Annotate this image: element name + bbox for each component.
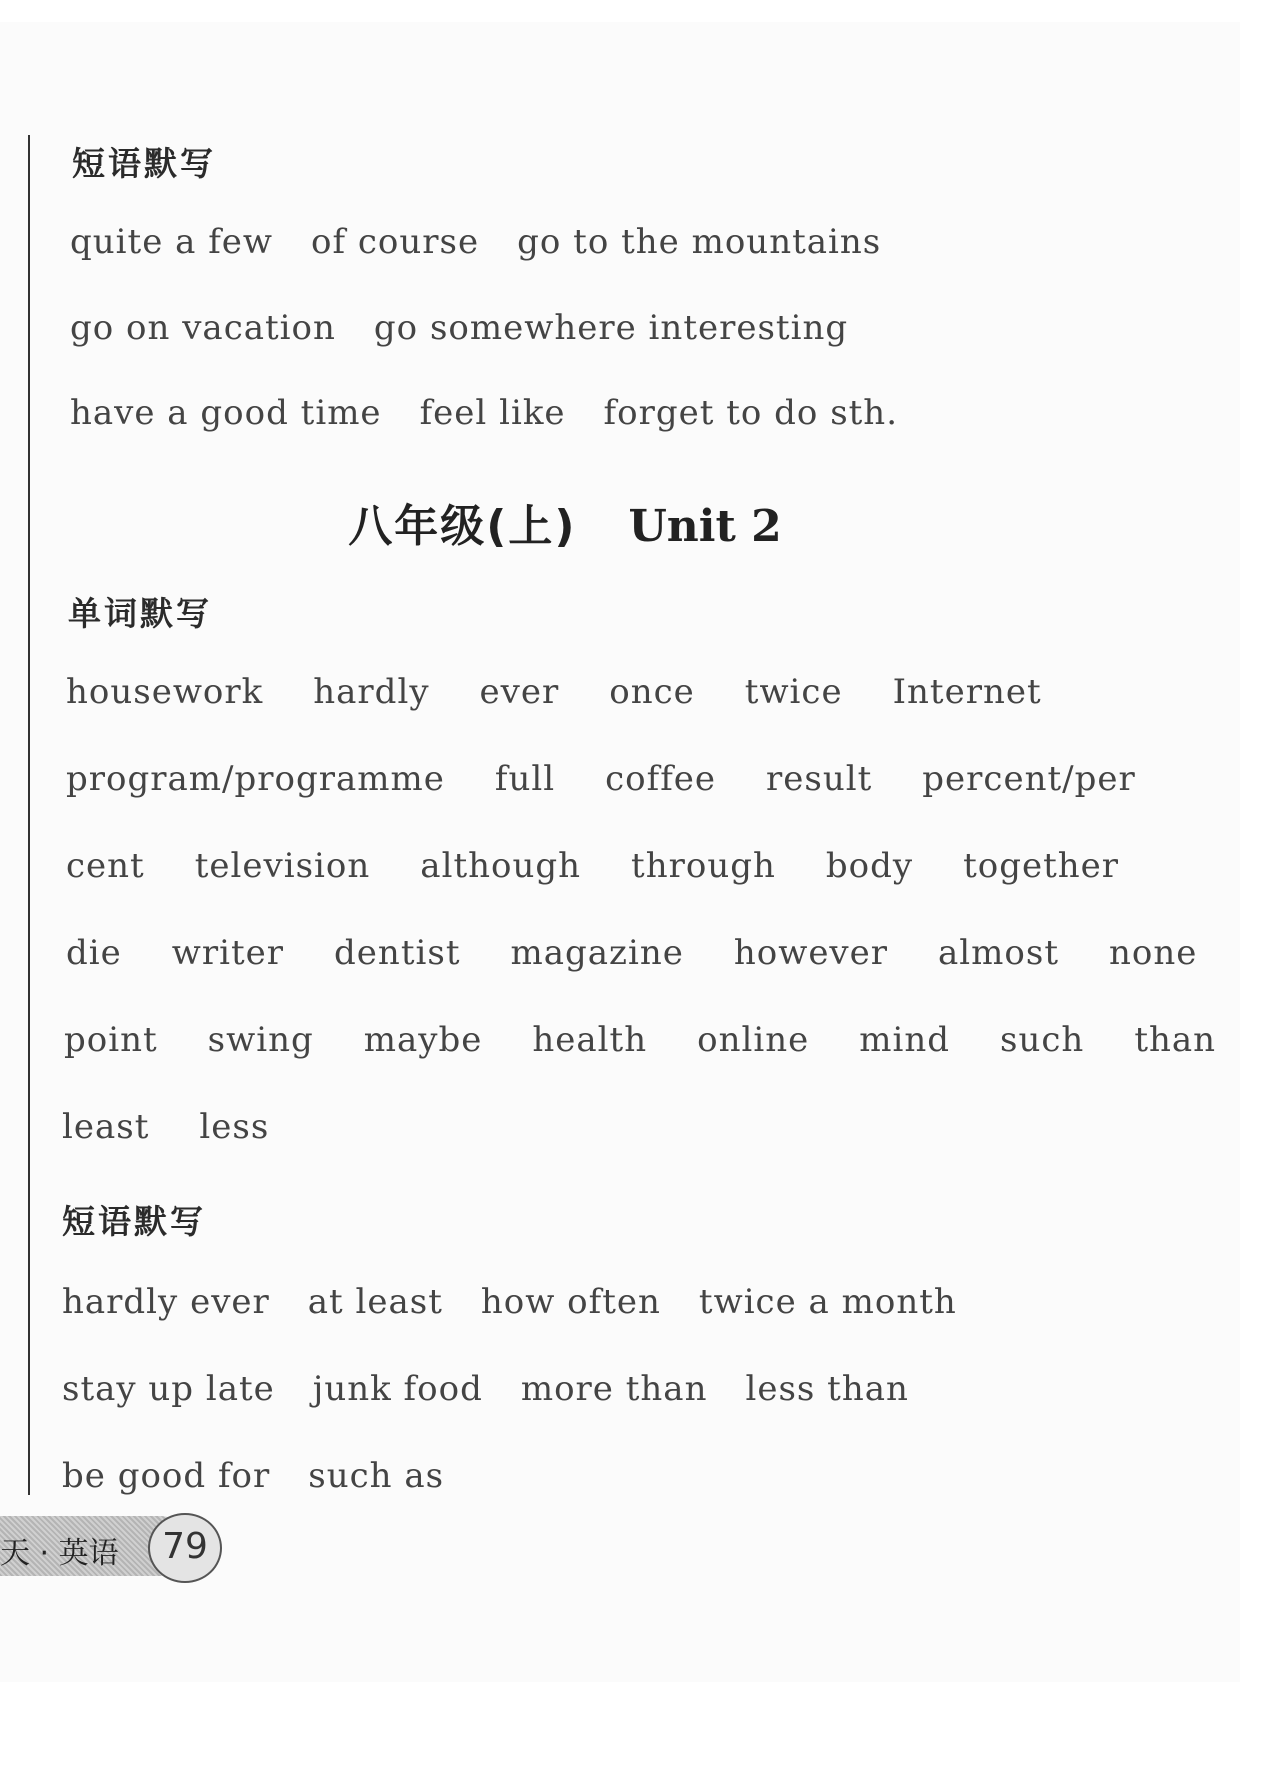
word: ever	[479, 672, 560, 712]
word: none	[1109, 933, 1198, 973]
word: however	[733, 933, 889, 973]
phrase-line-4	[62, 1282, 995, 1322]
phrase: go somewhere interesting	[373, 308, 849, 348]
word-line-5	[64, 1020, 1266, 1060]
word: once	[609, 672, 695, 712]
word-dictation-heading: 单词默写	[68, 594, 212, 633]
word: online	[697, 1020, 810, 1060]
word: maybe	[363, 1020, 483, 1060]
word: percent/per	[922, 759, 1136, 799]
margin-rule	[28, 135, 30, 1495]
word: dentist	[334, 933, 461, 973]
word: swing	[207, 1020, 314, 1060]
phrase: forget to do sth.	[603, 393, 899, 433]
word: coffee	[605, 759, 717, 799]
phrase-line-1	[70, 222, 919, 262]
word: writer	[171, 933, 285, 973]
word: than	[1134, 1020, 1217, 1060]
unit-label: Unit 2	[628, 501, 782, 552]
phrase: stay up late	[62, 1369, 275, 1409]
word: hardly	[313, 672, 430, 712]
page-number: 79	[148, 1513, 222, 1583]
word-line-6	[62, 1107, 319, 1147]
word-line-4	[66, 933, 1247, 973]
word: housework	[66, 672, 264, 712]
word: twice	[744, 672, 843, 712]
word: health	[532, 1020, 648, 1060]
word: less	[199, 1107, 270, 1147]
phrase-dictation-heading-2: 短语默写	[62, 1202, 206, 1241]
phrase: quite a few	[70, 222, 274, 262]
word-line-1	[66, 672, 1092, 712]
phrase: junk food	[312, 1369, 483, 1409]
word: almost	[938, 933, 1059, 973]
word: through	[631, 846, 776, 886]
word-line-2	[66, 759, 1186, 799]
phrase: less than	[745, 1369, 909, 1409]
grade-label: 八年级(上)	[348, 501, 577, 552]
word: cent	[66, 846, 145, 886]
phrase: twice a month	[698, 1282, 957, 1322]
phrase: feel like	[419, 393, 566, 433]
phrase: more than	[520, 1369, 708, 1409]
phrase: such as	[308, 1456, 445, 1496]
word: body	[825, 846, 914, 886]
phrase: hardly ever	[62, 1282, 270, 1322]
word: magazine	[510, 933, 684, 973]
word: mind	[859, 1020, 951, 1060]
word: together	[963, 846, 1120, 886]
phrase-line-5	[62, 1369, 947, 1409]
word-line-3	[66, 846, 1169, 886]
word: program/programme	[66, 759, 445, 799]
word: such	[1000, 1020, 1085, 1060]
word: Internet	[892, 672, 1042, 712]
word: television	[194, 846, 371, 886]
phrase: go to the mountains	[517, 222, 882, 262]
word: although	[420, 846, 582, 886]
unit-title	[0, 490, 1130, 554]
word: least	[62, 1107, 150, 1147]
phrase: go on vacation	[70, 308, 336, 348]
phrase: at least	[307, 1282, 443, 1322]
phrase: of course	[311, 222, 480, 262]
phrase-line-3	[70, 393, 936, 433]
word: result	[766, 759, 873, 799]
phrase: be good for	[62, 1456, 271, 1496]
footer-text: 天 · 英语	[0, 1536, 119, 1571]
word: full	[494, 759, 556, 799]
word: die	[66, 933, 122, 973]
phrase-dictation-heading: 短语默写	[72, 144, 216, 183]
phrase-line-2	[70, 308, 886, 348]
phrase: how often	[480, 1282, 661, 1322]
phrase: have a good time	[70, 393, 382, 433]
word: point	[64, 1020, 158, 1060]
phrase-line-6	[62, 1456, 482, 1496]
